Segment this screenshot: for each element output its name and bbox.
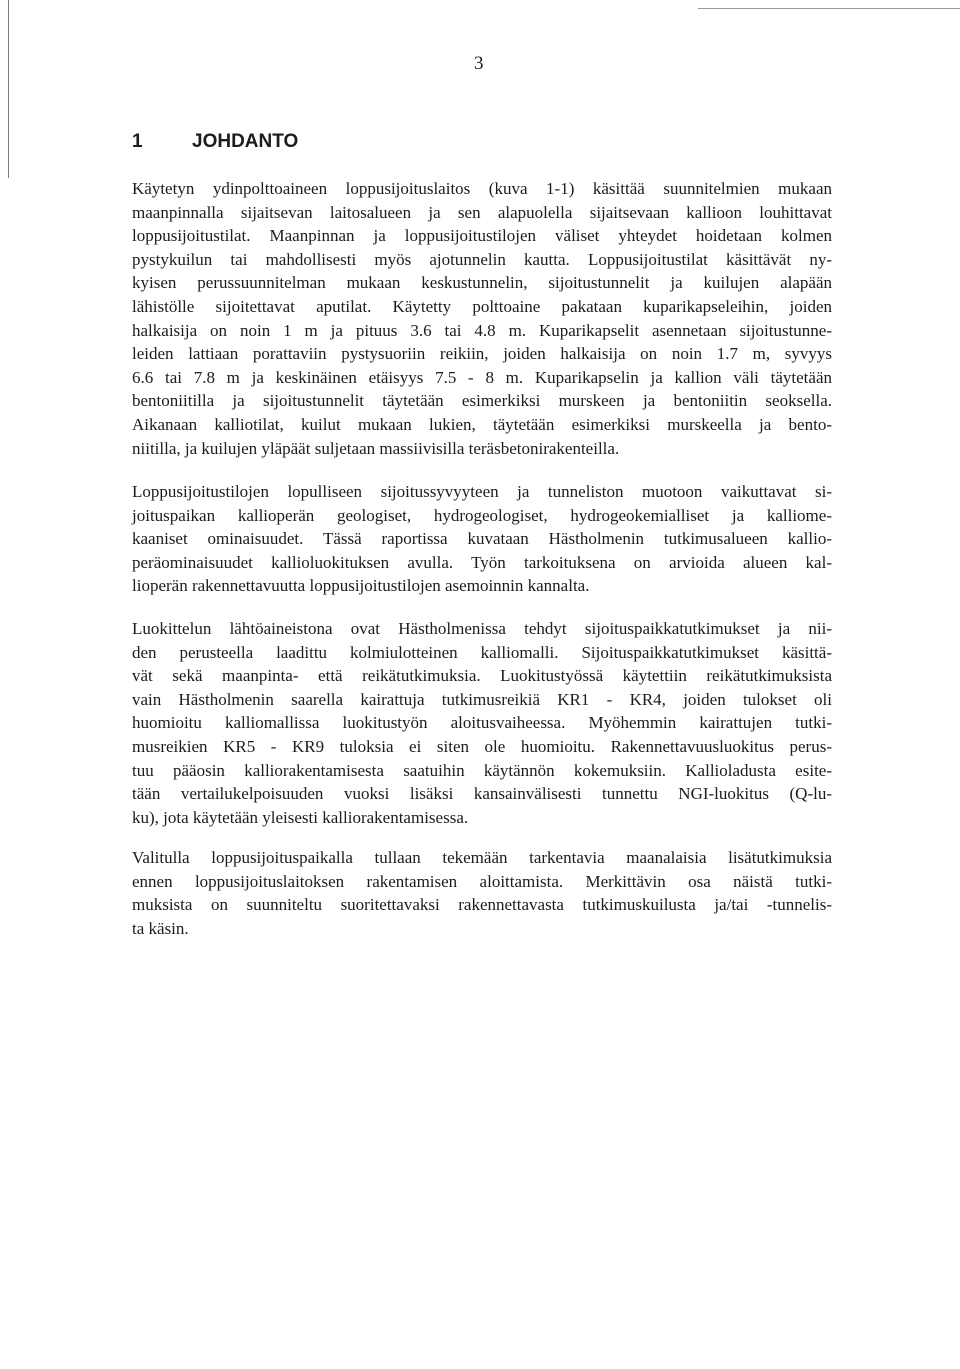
paragraph-1 xyxy=(132,177,832,460)
paragraph-line: Aikanaan kalliotilat, kuilut mukaan lukien, täytetään esimerkiksi murskeella ja bento- xyxy=(132,414,832,434)
paragraph-line: Loppusijoitustilojen lopulliseen sijoitussyvyyteen ja tunneliston muotoon vaikuttavat si- xyxy=(132,482,832,501)
paragraph-line: peräominaisuudet kallioluokituksen avulla. Työn tarkoituksena on arvioida alueen kal- xyxy=(132,552,832,572)
paragraph-line: huomioitu kalliomallissa luokitustyön aloitusvaiheessa. Myöhemmin kairattujen tutki- xyxy=(132,713,832,733)
paragraph-line: musreikien KR5 - KR9 tuloksia ei siten ole huomioitu. Rakennettavuusluokitus perus- xyxy=(132,736,832,756)
paragraph-line: joituspaikan kallioperän geologiset, hydrogeologiset, hydrogeokemialliset ja kalliome- xyxy=(132,505,832,525)
paragraph-line: Valitulla loppusijoituspaikalla tullaan tekemään tarkentavia maanalaisia lisätutkimuksia xyxy=(132,848,832,867)
section-heading xyxy=(132,130,298,154)
paragraph-line: Luokittelun lähtöaineistona ovat Hästholmenissa tehdyt sijoituspaikkatutkimukset ja nii- xyxy=(132,619,832,638)
paragraph-line: loppusijoitustilat. Maanpinnan ja loppusijoitustilojen väliset yhteydet hoidetaan kolmen xyxy=(132,226,832,246)
paragraph-line: ku), jota käytetään yleisesti kalliorakentamisessa. xyxy=(132,807,469,827)
section-title: JOHDANTO xyxy=(192,131,299,152)
paragraph-line: kyisen perussuunnitelman mukaan keskustunnelin, sijoitustunnelit ja kuilujen alapään xyxy=(132,273,832,293)
scan-edge-left xyxy=(8,0,9,178)
paragraph-line: niitilla, ja kuilujen yläpäät suljetaan massiivisilla teräsbetonirakenteilla. xyxy=(132,438,620,458)
paragraph-line: pystykuilun tai mahdollisesti myös ajotunnelin kautta. Loppusijoitustilat käsittävät ny- xyxy=(132,249,832,269)
paragraph-line: tään vertailukelpoisuuden vuoksi lisäksi kansainvälisesti tunnettu NGI-luokitus (Q-lu- xyxy=(132,784,832,804)
paragraph-line: vät sekä maanpinta- että reikätutkimuksia. Luokitustyössä käytettiin reikätutkimuksista xyxy=(132,666,832,686)
paragraph-line: ta käsin. xyxy=(132,918,189,938)
scan-edge-top xyxy=(698,8,960,9)
paragraph-line: maanpinnalla sijaitsevan laitosalueen ja sen alapuolella sijaitsevaan kallioon louhittavat xyxy=(132,202,832,222)
paragraph-4 xyxy=(132,846,832,940)
paragraph-line: vain Hästholmenin saarella kairattuja tutkimusreikiä KR1 - KR4, joiden tulokset oli xyxy=(132,689,832,709)
paragraph-line: lioperän rakennettavuutta loppusijoitustilojen asemoinnin kannalta. xyxy=(132,576,590,596)
paragraph-line: muksista on suunniteltu suoritettavaksi rakennettavasta tutkimuskuilusta ja/tai -tunnelis- xyxy=(132,895,832,915)
paragraph-line: leiden lattiaan porattaviin pystysuoriin reikiin, joiden halkaisija on noin 1.7 m, syvyys xyxy=(132,344,832,364)
paragraph-line: Käytetyn ydinpolttoaineen loppusijoituslaitos (kuva 1-1) käsittää suunnitelmien mukaan xyxy=(132,179,832,198)
section-number: 1 xyxy=(132,131,143,152)
paragraph-line: 6.6 tai 7.8 m ja keskinäinen etäisyys 7.5 - 8 m. Kuparikapselin ja kallion väli täytetään xyxy=(132,367,832,387)
paragraph-3 xyxy=(132,617,832,829)
paragraph-line: lähistölle sijoitettavat aputilat. Käytetty polttoaine pakataan kuparikapseleihin, joiden xyxy=(132,296,832,316)
paragraph-line: halkaisija on noin 1 m ja pituus 3.6 tai 4.8 m. Kuparikapselit asennetaan sijoitustunne- xyxy=(132,320,832,340)
paragraph-line: tuu pääosin kalliorakentamisesta saatuihin käytännön kokemuksiin. Kallioladusta esite- xyxy=(132,760,832,780)
paragraph-line: den perusteella laadittu kolmiulotteinen kalliomalli. Sijoituspaikkatutkimukset käsittä- xyxy=(132,642,832,662)
page-number: 3 xyxy=(474,53,484,74)
paragraph-line: ennen loppusijoituslaitoksen rakentamisen aloittamista. Merkittävin osa näistä tutki- xyxy=(132,871,832,891)
paragraph-2 xyxy=(132,480,832,598)
paragraph-line: kaaniset ominaisuudet. Tässä raportissa kuvataan Hästholmenin tutkimusalueen kallio- xyxy=(132,529,832,549)
paragraph-line: bentoniitilla ja sijoitustunnelit täytetään esimerkiksi murskeen ja bentoniitin seoksella. xyxy=(132,391,832,411)
